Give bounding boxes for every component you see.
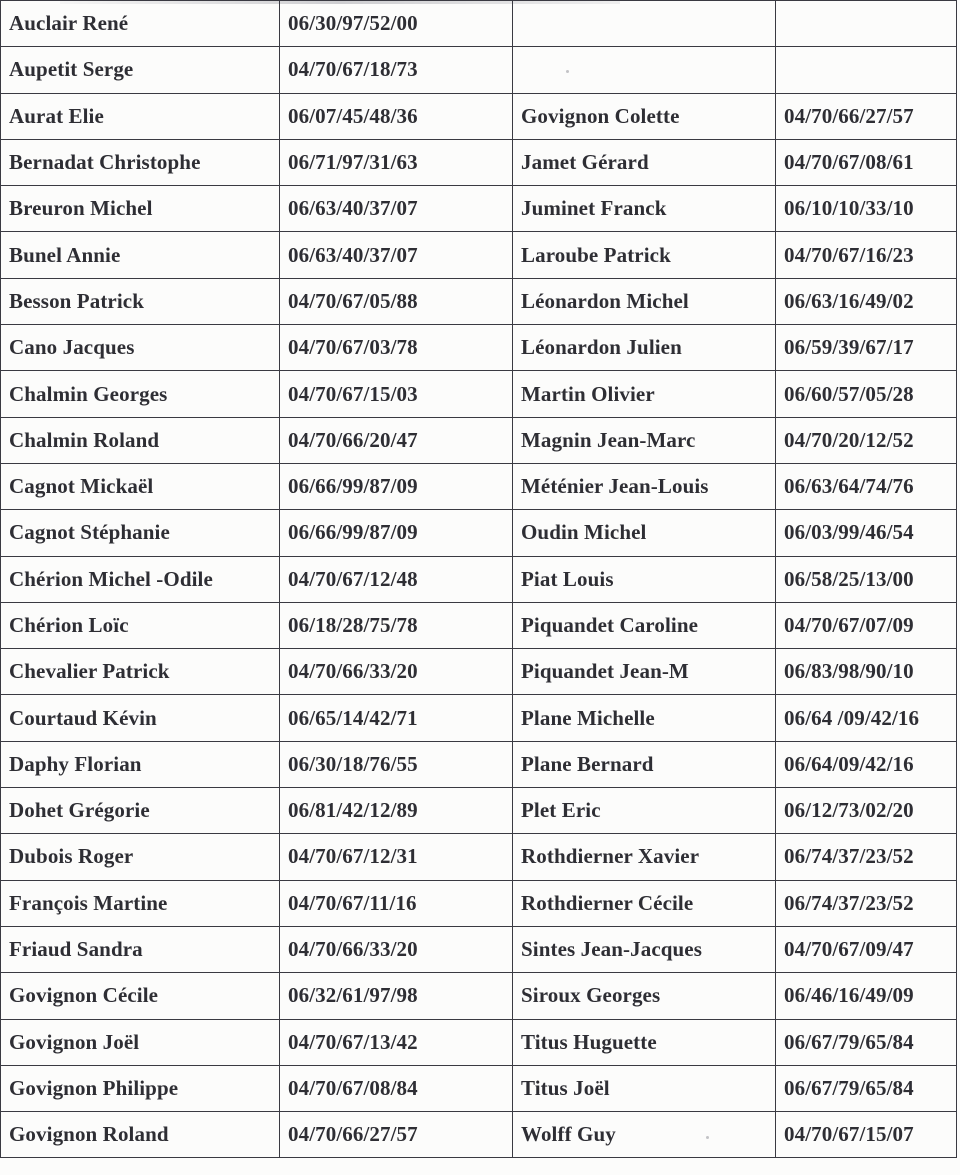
left-phone-cell: 06/63/40/37/07 bbox=[280, 186, 513, 232]
right-phone-cell: 06/59/39/67/17 bbox=[776, 325, 957, 371]
right-phone-cell: 06/63/64/74/76 bbox=[776, 463, 957, 509]
left-phone-cell: 04/70/66/27/57 bbox=[280, 1112, 513, 1158]
table-row bbox=[1, 371, 957, 417]
left-name-cell: Aupetit Serge bbox=[1, 47, 280, 93]
left-phone-cell: 04/70/67/15/03 bbox=[280, 371, 513, 417]
right-name-cell: Piat Louis bbox=[513, 556, 776, 602]
right-phone-cell: 06/10/10/33/10 bbox=[776, 186, 957, 232]
right-name-cell: Wolff Guy bbox=[513, 1112, 776, 1158]
table-row bbox=[1, 139, 957, 185]
table-row bbox=[1, 695, 957, 741]
right-name-cell: Méténier Jean-Louis bbox=[513, 463, 776, 509]
left-phone-cell: 06/71/97/31/63 bbox=[280, 139, 513, 185]
right-name-cell: Titus Huguette bbox=[513, 1019, 776, 1065]
right-name-cell bbox=[513, 1, 776, 47]
table-row bbox=[1, 602, 957, 648]
left-phone-cell: 04/70/66/20/47 bbox=[280, 417, 513, 463]
right-name-cell: Titus Joël bbox=[513, 1065, 776, 1111]
right-name-cell: Magnin Jean-Marc bbox=[513, 417, 776, 463]
right-name-cell: Sintes Jean-Jacques bbox=[513, 926, 776, 972]
table-row bbox=[1, 186, 957, 232]
right-phone-cell bbox=[776, 47, 957, 93]
left-name-cell: Breuron Michel bbox=[1, 186, 280, 232]
left-phone-cell: 04/70/66/33/20 bbox=[280, 926, 513, 972]
left-name-cell: Auclair René bbox=[1, 1, 280, 47]
table-row bbox=[1, 417, 957, 463]
left-phone-cell: 06/66/99/87/09 bbox=[280, 463, 513, 509]
left-name-cell: Govignon Joël bbox=[1, 1019, 280, 1065]
left-name-cell: François Martine bbox=[1, 880, 280, 926]
right-phone-cell bbox=[776, 1, 957, 47]
left-phone-cell: 04/70/67/18/73 bbox=[280, 47, 513, 93]
left-phone-cell: 06/32/61/97/98 bbox=[280, 973, 513, 1019]
table-row bbox=[1, 788, 957, 834]
left-phone-cell: 06/65/14/42/71 bbox=[280, 695, 513, 741]
right-name-cell: Léonardon Michel bbox=[513, 278, 776, 324]
left-name-cell: Chalmin Roland bbox=[1, 417, 280, 463]
left-name-cell: Dubois Roger bbox=[1, 834, 280, 880]
table-row bbox=[1, 463, 957, 509]
table-row bbox=[1, 926, 957, 972]
right-phone-cell: 04/70/66/27/57 bbox=[776, 93, 957, 139]
table-row bbox=[1, 1, 957, 47]
table-row bbox=[1, 649, 957, 695]
left-name-cell: Govignon Cécile bbox=[1, 973, 280, 1019]
right-name-cell: Rothdierner Cécile bbox=[513, 880, 776, 926]
right-phone-cell: 06/67/79/65/84 bbox=[776, 1019, 957, 1065]
left-name-cell: Bernadat Christophe bbox=[1, 139, 280, 185]
table-row bbox=[1, 973, 957, 1019]
right-name-cell: Govignon Colette bbox=[513, 93, 776, 139]
table-row bbox=[1, 232, 957, 278]
left-name-cell: Cano Jacques bbox=[1, 325, 280, 371]
table-row bbox=[1, 1065, 957, 1111]
right-name-cell: Piquandet Jean-M bbox=[513, 649, 776, 695]
left-phone-cell: 06/81/42/12/89 bbox=[280, 788, 513, 834]
left-phone-cell: 04/70/67/03/78 bbox=[280, 325, 513, 371]
left-phone-cell: 06/30/18/76/55 bbox=[280, 741, 513, 787]
right-phone-cell: 06/12/73/02/20 bbox=[776, 788, 957, 834]
left-name-cell: Daphy Florian bbox=[1, 741, 280, 787]
scan-speck bbox=[706, 1136, 709, 1139]
left-name-cell: Chérion Loïc bbox=[1, 602, 280, 648]
right-phone-cell: 06/67/79/65/84 bbox=[776, 1065, 957, 1111]
right-phone-cell: 06/46/16/49/09 bbox=[776, 973, 957, 1019]
right-phone-cell: 06/03/99/46/54 bbox=[776, 510, 957, 556]
right-phone-cell: 06/60/57/05/28 bbox=[776, 371, 957, 417]
right-name-cell: Plane Michelle bbox=[513, 695, 776, 741]
right-name-cell: Jamet Gérard bbox=[513, 139, 776, 185]
left-name-cell: Govignon Roland bbox=[1, 1112, 280, 1158]
table-row bbox=[1, 47, 957, 93]
left-name-cell: Cagnot Stéphanie bbox=[1, 510, 280, 556]
left-name-cell: Chevalier Patrick bbox=[1, 649, 280, 695]
left-name-cell: Chérion Michel -Odile bbox=[1, 556, 280, 602]
right-phone-cell: 06/74/37/23/52 bbox=[776, 880, 957, 926]
right-phone-cell: 06/64/09/42/16 bbox=[776, 741, 957, 787]
right-name-cell: Plet Eric bbox=[513, 788, 776, 834]
right-name-cell: Rothdierner Xavier bbox=[513, 834, 776, 880]
right-name-cell: Oudin Michel bbox=[513, 510, 776, 556]
left-name-cell: Courtaud Kévin bbox=[1, 695, 280, 741]
left-phone-cell: 04/70/67/05/88 bbox=[280, 278, 513, 324]
right-phone-cell: 06/58/25/13/00 bbox=[776, 556, 957, 602]
right-phone-cell: 06/83/98/90/10 bbox=[776, 649, 957, 695]
table-row bbox=[1, 834, 957, 880]
right-phone-cell: 06/64 /09/42/16 bbox=[776, 695, 957, 741]
left-phone-cell: 04/70/67/08/84 bbox=[280, 1065, 513, 1111]
right-phone-cell: 04/70/20/12/52 bbox=[776, 417, 957, 463]
right-name-cell bbox=[513, 47, 776, 93]
right-name-cell: Léonardon Julien bbox=[513, 325, 776, 371]
left-name-cell: Govignon Philippe bbox=[1, 1065, 280, 1111]
left-phone-cell: 04/70/67/11/16 bbox=[280, 880, 513, 926]
right-phone-cell: 04/70/67/09/47 bbox=[776, 926, 957, 972]
left-phone-cell: 06/18/28/75/78 bbox=[280, 602, 513, 648]
right-phone-cell: 06/63/16/49/02 bbox=[776, 278, 957, 324]
table-row bbox=[1, 325, 957, 371]
left-name-cell: Aurat Elie bbox=[1, 93, 280, 139]
table-row bbox=[1, 880, 957, 926]
right-phone-cell: 06/74/37/23/52 bbox=[776, 834, 957, 880]
right-phone-cell: 04/70/67/15/07 bbox=[776, 1112, 957, 1158]
left-phone-cell: 04/70/67/12/31 bbox=[280, 834, 513, 880]
table-row bbox=[1, 93, 957, 139]
table-row bbox=[1, 510, 957, 556]
right-name-cell: Martin Olivier bbox=[513, 371, 776, 417]
left-name-cell: Friaud Sandra bbox=[1, 926, 280, 972]
table-row bbox=[1, 278, 957, 324]
left-name-cell: Chalmin Georges bbox=[1, 371, 280, 417]
left-phone-cell: 06/66/99/87/09 bbox=[280, 510, 513, 556]
left-phone-cell: 06/63/40/37/07 bbox=[280, 232, 513, 278]
left-phone-cell: 04/70/67/13/42 bbox=[280, 1019, 513, 1065]
table-row bbox=[1, 1112, 957, 1158]
left-name-cell: Cagnot Mickaël bbox=[1, 463, 280, 509]
right-name-cell: Siroux Georges bbox=[513, 973, 776, 1019]
right-name-cell: Piquandet Caroline bbox=[513, 602, 776, 648]
table-row bbox=[1, 1019, 957, 1065]
right-name-cell: Juminet Franck bbox=[513, 186, 776, 232]
table-row bbox=[1, 741, 957, 787]
left-name-cell: Bunel Annie bbox=[1, 232, 280, 278]
left-name-cell: Dohet Grégorie bbox=[1, 788, 280, 834]
left-phone-cell: 06/07/45/48/36 bbox=[280, 93, 513, 139]
left-phone-cell: 04/70/67/12/48 bbox=[280, 556, 513, 602]
right-name-cell: Plane Bernard bbox=[513, 741, 776, 787]
left-phone-cell: 06/30/97/52/00 bbox=[280, 1, 513, 47]
right-phone-cell: 04/70/67/07/09 bbox=[776, 602, 957, 648]
table-row bbox=[1, 556, 957, 602]
scan-speck bbox=[566, 70, 569, 73]
left-name-cell: Besson Patrick bbox=[1, 278, 280, 324]
right-phone-cell: 04/70/67/08/61 bbox=[776, 139, 957, 185]
right-phone-cell: 04/70/67/16/23 bbox=[776, 232, 957, 278]
left-phone-cell: 04/70/66/33/20 bbox=[280, 649, 513, 695]
right-name-cell: Laroube Patrick bbox=[513, 232, 776, 278]
